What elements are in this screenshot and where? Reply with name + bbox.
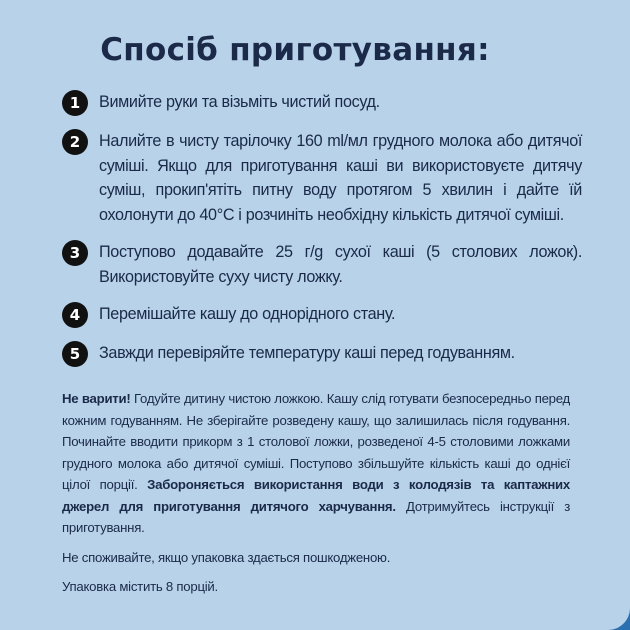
follow-instructions-text: Дотримуйтесь інструкції з приготування. xyxy=(62,498,571,535)
damaged-package-note: Не споживайте, якщо упаковка здається пошкодженою. xyxy=(62,549,391,565)
step-text: Завжди перевіряйте температуру каші перед годуванням. xyxy=(99,344,515,362)
step-text: Налийте в чисту тарілочку 160 ml/мл грудного молока або дитячої суміші. Якщо для приготування каші ви використовуєте дитячу суміш, прокип'ятіть питну воду протягом 5 хвилин і дайте їй охолонути до 40°С і розчиніть необхідну кількість дитячої суміші. xyxy=(99,132,582,224)
step-text: Поступово додавайте 25 г/g сухої каші (5 столових ложок). Використовуйте суху чисту ложку. xyxy=(99,243,582,286)
step-item xyxy=(62,302,582,328)
step-text: Перемішайте кашу до однорідного стану. xyxy=(99,305,396,323)
step-number-badge: 2 xyxy=(62,129,88,155)
step-number-badge: 1 xyxy=(62,90,88,116)
step-item xyxy=(62,341,582,367)
step-item xyxy=(62,90,582,116)
step-number-badge: 4 xyxy=(62,302,88,328)
portions-note: Упаковка містить 8 порцій. xyxy=(62,579,218,594)
steps-list xyxy=(62,90,582,380)
step-number-badge: 3 xyxy=(62,240,88,266)
step-text: Вимийте руки та візьміть чистий посуд. xyxy=(99,93,380,111)
notes-block xyxy=(62,388,570,606)
step-item xyxy=(62,129,582,227)
step-number-badge: 5 xyxy=(62,341,88,367)
prohibition-bold: Забороняється використання води з колодязів та каптажних джерел для приготування дитячого харчування. xyxy=(62,477,570,514)
warning-paragraph xyxy=(62,388,570,539)
step-item xyxy=(62,240,582,289)
warning-bold: Не варити! xyxy=(62,391,131,406)
page-title: Спосіб приготування: xyxy=(100,32,490,68)
warning-text: Годуйте дитину чистою ложкою. Кашу слід готувати безпосередньо перед кожним годуванням. Не зберігайте розведену кашу, що залишилась після годування. Починайте вводити прикорм з 1 столової ложки, розведеної 4-5 столовими ложками грудного молока або дитячої суміші. Поступово збільшуйте кількість каші до однієї цілої порції. xyxy=(62,391,570,492)
